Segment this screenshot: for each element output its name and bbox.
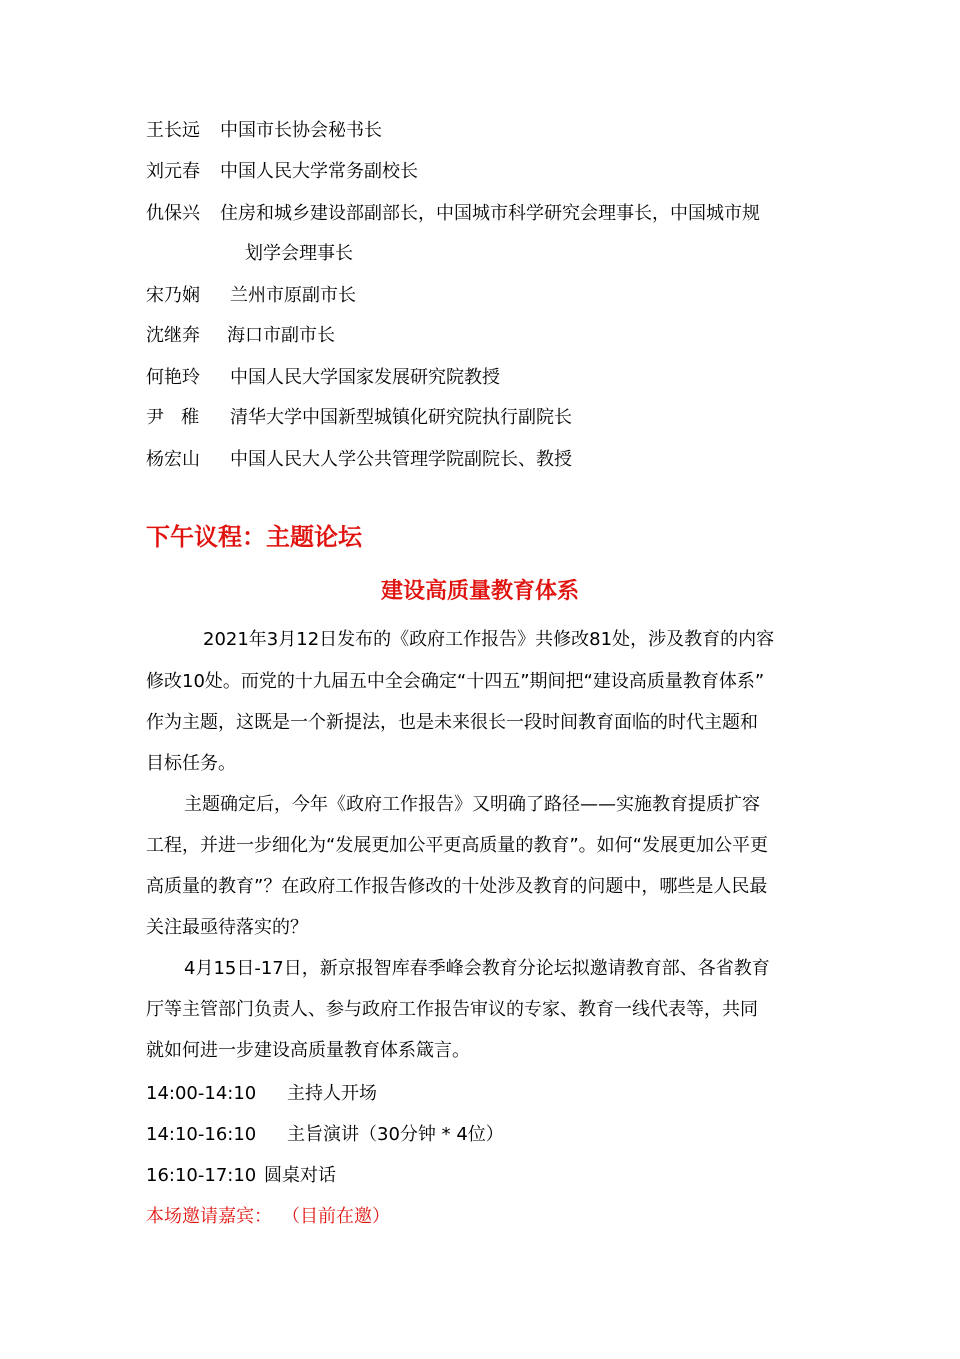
paragraph-line: 主题确定后，今年《政府工作报告》又明确了路径——实施教育提质扩容	[184, 794, 760, 815]
guest-title: 清华大学中国新型城镇化研究院执行副院长	[230, 407, 572, 428]
paragraph-line: 目标任务。	[146, 753, 236, 774]
schedule-item: 主旨演讲（30分钟 * 4位）	[287, 1124, 504, 1145]
forum-title: 建设高质量教育体系	[380, 579, 579, 604]
section-heading: 下午议程：主题论坛	[146, 523, 362, 551]
invited-guests-label: 本场邀请嘉宾：	[146, 1206, 272, 1227]
invited-guests-status: （目前在邀）	[282, 1206, 390, 1227]
guest-name: 杨宏山	[146, 449, 200, 470]
paragraph-line: 2021年3月12日发布的《政府工作报告》共修改81处，涉及教育的内容	[203, 629, 775, 650]
paragraph-line: 就如何进一步建设高质量教育体系箴言。	[146, 1040, 470, 1061]
paragraph-line: 4月15日-17日，新京报智库春季峰会教育分论坛拟邀请教育部、各省教育	[184, 958, 770, 979]
guest-name: 仇保兴	[146, 203, 200, 224]
schedule-time: 14:10-16:10	[146, 1124, 257, 1145]
paragraph-line: 高质量的教育”？在政府工作报告修改的十处涉及教育的问题中，哪些是人民最	[146, 876, 768, 897]
guest-title: 中国人民大人学公共管理学院副院长、教授	[230, 449, 572, 470]
guest-name: 刘元春	[146, 161, 200, 182]
guest-title: 中国人民大学常务副校长	[220, 161, 418, 182]
guest-title: 住房和城乡建设部副部长，中国城市科学研究会理事长，中国城市规	[220, 203, 760, 224]
guest-name: 王长远	[146, 120, 200, 141]
guest-name: 宋乃娴	[146, 285, 200, 306]
guest-name: 何艳玲	[146, 367, 200, 388]
guest-title-continued: 划学会理事长	[245, 243, 353, 264]
schedule-item: 圆桌对话	[264, 1165, 336, 1186]
paragraph-line: 工程，并进一步细化为“发展更加公平更高质量的教育”。如何“发展更加公平更	[146, 835, 768, 856]
schedule-item: 主持人开场	[287, 1083, 377, 1104]
paragraph-line: 作为主题，这既是一个新提法，也是未来很长一段时间教育面临的时代主题和	[146, 712, 758, 733]
guest-name: 沈继奔	[146, 325, 200, 346]
schedule-time: 16:10-17:10	[146, 1165, 257, 1186]
paragraph-line: 关注最亟待落实的？	[146, 917, 308, 938]
guest-title: 兰州市原副市长	[230, 285, 356, 306]
guest-title: 中国市长协会秘书长	[220, 120, 382, 141]
schedule-time: 14:00-14:10	[146, 1083, 257, 1104]
guest-title: 中国人民大学国家发展研究院教授	[230, 367, 500, 388]
paragraph-line: 厅等主管部门负责人、参与政府工作报告审议的专家、教育一线代表等，共同	[146, 999, 758, 1020]
guest-title: 海口市副市长	[227, 325, 335, 346]
paragraph-line: 修改10处。而党的十九届五中全会确定“十四五”期间把“建设高质量教育体系”	[146, 671, 765, 692]
guest-name: 尹 稚	[146, 407, 200, 428]
